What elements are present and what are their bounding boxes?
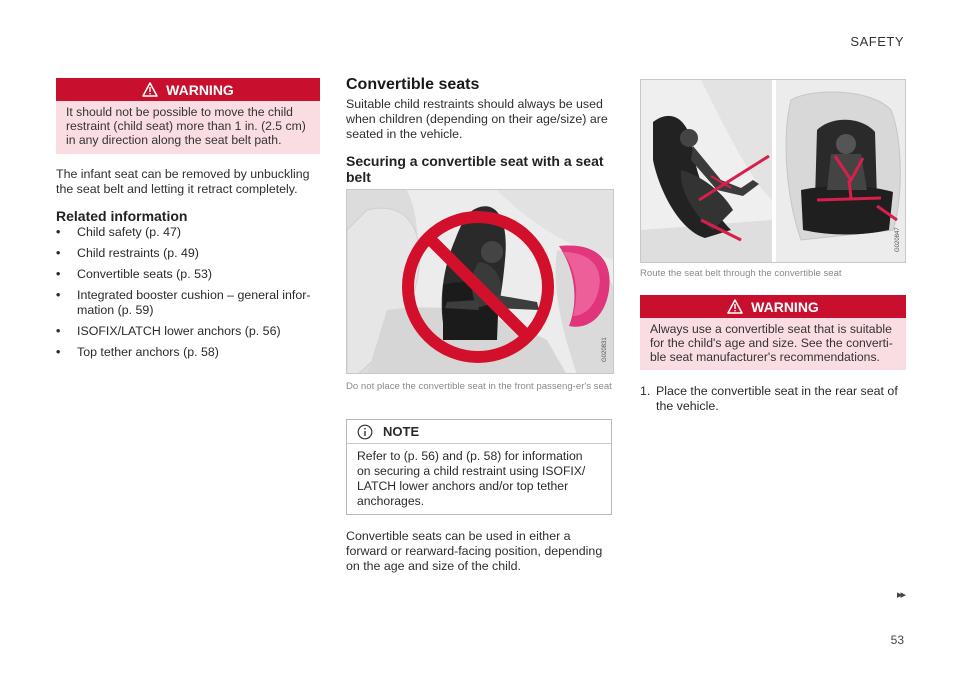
- instruction-steps: [640, 384, 906, 414]
- rear-seat-illustration: [641, 80, 906, 263]
- warning-header: [56, 78, 320, 101]
- note-text: Refer to (p. 56) and (p. 58) for information on securing a child restraint using ISOFIX/ LATCH lower anchors and/or top tether anchorages.: [357, 449, 586, 508]
- warning-box-right: [640, 295, 906, 370]
- related-information-list: [56, 225, 314, 366]
- removal-paragraph: The infant seat can be removed by unbuckling the seat belt and letting it retract completely.: [56, 167, 310, 196]
- related-information-heading: Related information: [56, 208, 188, 224]
- section-header: SAFETY: [850, 34, 904, 49]
- orientation-paragraph: Convertible seats can be used in either a forward or rearward-facing position, depending on the age and size of the child.: [346, 529, 603, 573]
- warning-text: Always use a convertible seat that is suitable for the child's age and size. See the converti-ble seat manufacturer's recommendations.: [640, 318, 906, 370]
- next-page-arrows-icon[interactable]: ▸▸: [896, 589, 904, 601]
- related-link-booster-cushion[interactable]: • Integrated booster cushion – general infor-mation (p. 59): [56, 288, 311, 317]
- related-link-convertible-seats[interactable]: • Convertible seats (p. 53): [56, 267, 212, 281]
- related-link-child-restraints[interactable]: • Child restraints (p. 49): [56, 246, 199, 260]
- related-link-top-tether[interactable]: • Top tether anchors (p. 58): [56, 345, 219, 359]
- figure-code: G020847: [895, 227, 901, 252]
- subsection-heading: Securing a convertible seat with a seat belt: [346, 153, 604, 185]
- warning-title: WARNING: [166, 81, 234, 98]
- note-title: NOTE: [383, 424, 420, 439]
- seat-belt-routing-figure: [640, 79, 906, 263]
- note-header: [347, 420, 611, 444]
- page-title: Convertible seats: [346, 76, 480, 93]
- figure-code: G020831: [602, 337, 608, 362]
- warning-header: [640, 295, 906, 318]
- info-circle-icon: [357, 424, 373, 440]
- page-number: 53: [890, 633, 904, 647]
- warning-text: It should not be possible to move the child restraint (child seat) more than 1 in. (2.5 cm) in any direction along the seat belt path.: [56, 101, 320, 154]
- front-figure-caption: Do not place the convertible seat in the front passeng-er's seat: [346, 381, 612, 392]
- related-link-isofix-latch[interactable]: • ISOFIX/LATCH lower anchors (p. 56): [56, 324, 281, 338]
- front-seat-illustration: [347, 190, 614, 374]
- front-seat-prohibition-figure: [346, 189, 614, 374]
- rear-figure-caption: Route the seat belt through the convertible seat: [640, 268, 842, 279]
- related-link-child-safety[interactable]: • Child safety (p. 47): [56, 225, 181, 239]
- step-item: 1. Place the convertible seat in the rear seat of the vehicle.: [640, 384, 898, 413]
- intro-paragraph: Suitable child restraints should always be used when children (depending on their age/size) are seated in the vehicle.: [346, 97, 608, 141]
- note-box: [346, 419, 612, 515]
- warning-triangle-icon: [142, 82, 158, 97]
- warning-title: WARNING: [751, 298, 819, 315]
- warning-triangle-icon: [727, 299, 743, 314]
- warning-box: [56, 78, 320, 154]
